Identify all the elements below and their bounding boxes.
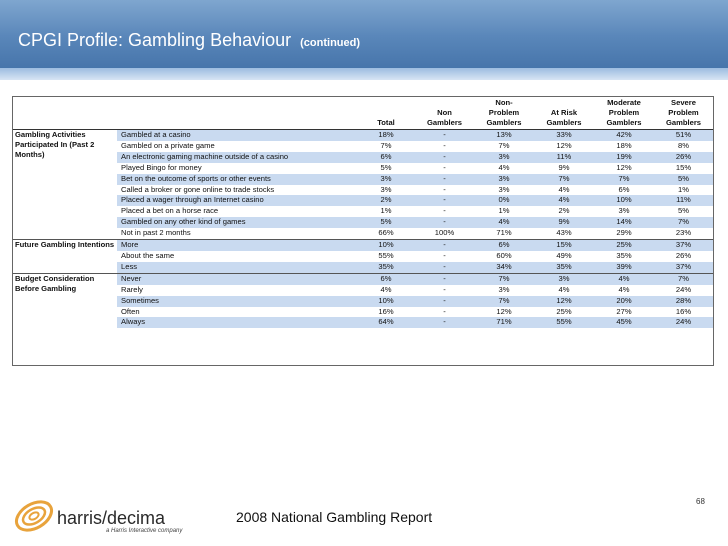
value-cell: 4%: [380, 284, 392, 294]
value-cell: 10%: [594, 195, 654, 206]
column-header: [357, 97, 415, 130]
title-bar-band: [0, 68, 728, 80]
column-header-line: Problem: [608, 108, 640, 117]
row-label: Gambled at a casino: [117, 130, 357, 141]
value-cell: -: [415, 296, 474, 307]
value-cell: 4%: [558, 284, 570, 294]
value-cell: 60%: [496, 250, 512, 260]
value-cell: -: [415, 273, 474, 284]
row-label: Gambled on a private game: [121, 140, 215, 150]
value-cell: 15%: [534, 240, 594, 251]
value-cell: 16%: [675, 306, 692, 316]
column-header: [534, 97, 594, 130]
value-cell: 100%: [434, 228, 455, 238]
value-cell: 42%: [594, 130, 654, 141]
value-cell: 55%: [534, 317, 594, 328]
row-label: Called a broker or gone online to trade stocks: [121, 184, 275, 194]
value-cell: 11%: [654, 195, 713, 206]
table-row: [13, 228, 713, 239]
value-cell: -: [443, 306, 446, 316]
value-cell: 35%: [534, 262, 594, 273]
value-cell: 3%: [618, 206, 630, 216]
row-label: Bet on the outcome of sports or other events: [117, 174, 357, 185]
column-header-line: At Risk: [550, 108, 578, 117]
value-cell: 16%: [378, 306, 394, 316]
value-cell: 26%: [654, 152, 713, 163]
row-label: Sometimes: [117, 296, 357, 307]
value-cell: 7%: [474, 296, 534, 307]
value-cell: 7%: [474, 273, 534, 284]
column-header-line: Severe: [671, 98, 696, 107]
value-cell: 3%: [498, 284, 510, 294]
value-cell: -: [443, 206, 446, 216]
table-row: [13, 251, 713, 262]
table-row: [13, 174, 713, 185]
table-row: [13, 163, 713, 174]
value-cell: -: [415, 130, 474, 141]
row-label: More: [117, 240, 357, 251]
header-blank-label: [117, 97, 357, 130]
value-cell: -: [415, 317, 474, 328]
data-table-container: [12, 96, 714, 366]
value-cell: 10%: [357, 240, 415, 251]
value-cell: 7%: [498, 140, 510, 150]
value-cell: 6%: [357, 152, 415, 163]
value-cell: 6%: [618, 184, 630, 194]
value-cell: 25%: [594, 240, 654, 251]
value-cell: 11%: [534, 152, 594, 163]
value-cell: 7%: [380, 140, 392, 150]
value-cell: 27%: [616, 306, 632, 316]
table-header-row: [13, 97, 713, 130]
value-cell: 15%: [675, 162, 692, 172]
value-cell: 23%: [675, 228, 692, 238]
value-cell: 3%: [474, 174, 534, 185]
column-header-line: Gamblers: [426, 118, 463, 127]
title-bar: [0, 0, 728, 80]
value-cell: 34%: [474, 262, 534, 273]
value-cell: 35%: [616, 250, 632, 260]
row-label: Placed a bet on a horse race: [121, 206, 219, 216]
value-cell: 37%: [654, 262, 713, 273]
table-row: [13, 240, 713, 251]
table-row: [13, 273, 713, 284]
value-cell: 3%: [474, 152, 534, 163]
value-cell: 7%: [654, 217, 713, 228]
table-row: [13, 130, 713, 141]
value-cell: 9%: [534, 217, 594, 228]
value-cell: 35%: [357, 262, 415, 273]
value-cell: 3%: [380, 184, 392, 194]
value-cell: 0%: [474, 195, 534, 206]
report-title: 2008 National Gambling Report: [236, 509, 433, 525]
value-cell: 66%: [378, 228, 394, 238]
value-cell: -: [443, 284, 446, 294]
value-cell: 1%: [678, 184, 689, 194]
value-cell: -: [443, 184, 446, 194]
table-row: [13, 296, 713, 307]
table-row: [13, 307, 713, 318]
column-header: [415, 97, 474, 130]
value-cell: 71%: [474, 317, 534, 328]
value-cell: -: [415, 152, 474, 163]
row-label: Rarely: [121, 284, 143, 294]
table-body: [13, 130, 713, 329]
table-row: [13, 152, 713, 163]
value-cell: 24%: [675, 284, 692, 294]
row-label: Not in past 2 months: [121, 228, 191, 238]
value-cell: 8%: [678, 140, 689, 150]
row-label: Gambled on any other kind of games: [117, 217, 357, 228]
value-cell: -: [443, 250, 446, 260]
column-header: [474, 97, 534, 130]
value-cell: 3%: [357, 174, 415, 185]
page-title-text: CPGI Profile: Gambling Behaviour: [18, 30, 292, 50]
column-header-line: Gamblers: [546, 118, 582, 127]
column-header-line: Gamblers: [486, 118, 522, 127]
value-cell: 12%: [534, 296, 594, 307]
value-cell: -: [415, 262, 474, 273]
value-cell: 4%: [594, 273, 654, 284]
value-cell: 4%: [558, 184, 570, 194]
value-cell: -: [415, 240, 474, 251]
group-label-empty: [13, 228, 117, 239]
value-cell: 6%: [357, 273, 415, 284]
value-cell: 7%: [594, 174, 654, 185]
header-blank-group: [13, 97, 117, 130]
value-cell: 1%: [380, 206, 392, 216]
value-cell: 55%: [378, 250, 394, 260]
column-header-line: Gamblers: [665, 118, 702, 127]
value-cell: 51%: [654, 130, 713, 141]
page-subtitle: (continued): [300, 37, 361, 49]
value-cell: 28%: [654, 296, 713, 307]
table-row: [13, 206, 713, 217]
value-cell: 4%: [534, 195, 594, 206]
row-label: An electronic gaming machine outside of a casino: [117, 152, 357, 163]
value-cell: 6%: [474, 240, 534, 251]
value-cell: 71%: [496, 228, 512, 238]
value-cell: 24%: [654, 317, 713, 328]
table-row: [13, 195, 713, 206]
value-cell: -: [415, 217, 474, 228]
company-logo-text: harris/decima: [57, 508, 166, 528]
table-row: [13, 317, 713, 328]
value-cell: 29%: [616, 228, 632, 238]
value-cell: 5%: [357, 217, 415, 228]
column-header: [654, 97, 713, 130]
value-cell: 13%: [474, 130, 534, 141]
column-header-line: Total: [377, 118, 395, 127]
value-cell: 10%: [357, 296, 415, 307]
value-cell: 14%: [594, 217, 654, 228]
column-header-line: Problem: [488, 108, 520, 117]
page-title: [18, 30, 360, 51]
value-cell: 18%: [616, 140, 632, 150]
value-cell: 12%: [556, 140, 572, 150]
value-cell: 12%: [616, 162, 632, 172]
value-cell: 4%: [474, 217, 534, 228]
group-label: Gambling Activities Participated In (Past 2 Months): [15, 130, 95, 159]
value-cell: 2%: [558, 206, 570, 216]
value-cell: 2%: [357, 195, 415, 206]
value-cell: 4%: [618, 284, 630, 294]
row-label: Placed a wager through an Internet casino: [117, 195, 357, 206]
row-label: Less: [117, 262, 357, 273]
value-cell: 19%: [594, 152, 654, 163]
column-header-line: Gamblers: [606, 118, 642, 127]
harris-decima-logo-icon: [12, 496, 56, 536]
value-cell: 37%: [654, 240, 713, 251]
value-cell: 4%: [498, 162, 510, 172]
value-cell: 12%: [496, 306, 512, 316]
column-header-line: Moderate: [607, 98, 641, 107]
value-cell: 5%: [654, 174, 713, 185]
column-header-line: Non-: [495, 98, 513, 107]
group-label: Budget Consideration Before Gambling: [13, 273, 117, 328]
value-cell: 7%: [654, 273, 713, 284]
column-header-line: Problem: [668, 108, 699, 117]
value-cell: -: [415, 174, 474, 185]
column-header-line: Non: [437, 108, 452, 117]
value-cell: 20%: [594, 296, 654, 307]
value-cell: 64%: [357, 317, 415, 328]
value-cell: 49%: [556, 250, 572, 260]
table-row: [13, 217, 713, 228]
row-label: About the same: [121, 250, 175, 260]
value-cell: -: [415, 195, 474, 206]
table-row: [13, 185, 713, 196]
value-cell: -: [443, 140, 446, 150]
data-table: [13, 97, 713, 328]
value-cell: 9%: [558, 162, 570, 172]
value-cell: 1%: [498, 206, 510, 216]
company-tagline: a Harris Interactive company: [106, 528, 183, 534]
value-cell: 3%: [498, 184, 510, 194]
row-label: Played Bingo for money: [121, 162, 202, 172]
value-cell: 7%: [534, 174, 594, 185]
row-label: Often: [121, 306, 140, 316]
table-row: [13, 285, 713, 296]
value-cell: -: [443, 162, 446, 172]
value-cell: 18%: [357, 130, 415, 141]
value-cell: 45%: [594, 317, 654, 328]
value-cell: 39%: [594, 262, 654, 273]
value-cell: 26%: [675, 250, 692, 260]
table-row: [13, 262, 713, 273]
row-label: Always: [117, 317, 357, 328]
group-label: Future Gambling Intentions: [13, 240, 117, 274]
value-cell: 5%: [678, 206, 689, 216]
row-label: Never: [117, 273, 357, 284]
value-cell: 43%: [556, 228, 572, 238]
table-row: [13, 141, 713, 152]
column-header: [594, 97, 654, 130]
page-number: 68: [696, 497, 705, 506]
value-cell: 25%: [556, 306, 572, 316]
value-cell: 5%: [380, 162, 392, 172]
value-cell: 3%: [534, 273, 594, 284]
value-cell: 33%: [534, 130, 594, 141]
